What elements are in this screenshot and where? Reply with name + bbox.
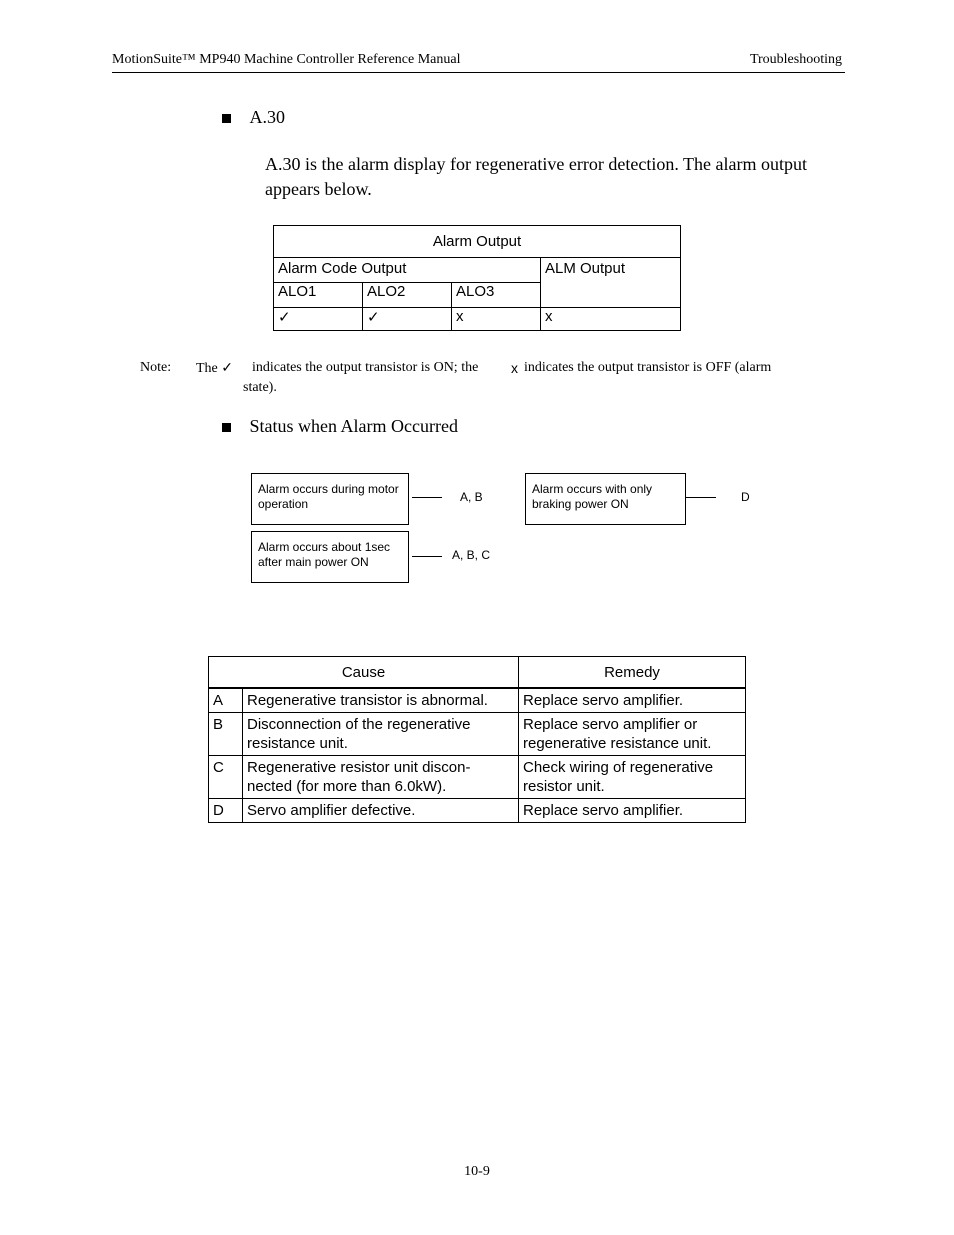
row-cause: Regenerative resistor unit discon-nected (for more than 6.0kW). <box>243 756 519 799</box>
row-id: B <box>209 713 243 756</box>
running-header-title: MotionSuite™ MP940 Machine Controller Reference Manual <box>112 52 461 67</box>
table-row <box>209 756 746 799</box>
remedy-header: Remedy <box>519 657 746 689</box>
note-label: Note: <box>140 360 172 375</box>
connector-line <box>412 497 442 498</box>
alo3-value: x <box>452 308 541 331</box>
square-bullet-icon <box>222 114 231 123</box>
alo2-header: ALO2 <box>363 283 452 308</box>
page-number: 10-9 <box>464 1164 490 1179</box>
row-remedy: Check wiring of regenerative resistor unit. <box>519 756 746 799</box>
section-heading-status <box>222 416 458 437</box>
cause-remedy-table <box>208 656 746 823</box>
note-x-symbol: x <box>511 360 518 376</box>
alm-value: x <box>541 308 681 331</box>
alo2-value: ✓ <box>363 308 452 331</box>
status-label-d: D <box>741 490 750 504</box>
note-text-off: indicates the output transistor is OFF (alarm <box>524 360 772 375</box>
alm-output-header: ALM Output <box>541 258 681 308</box>
connector-line <box>686 497 716 498</box>
alo1-header: ALO1 <box>274 283 363 308</box>
cause-header: Cause <box>209 657 519 689</box>
connector-line <box>412 556 442 557</box>
alarm-code-output-header: Alarm Code Output <box>274 258 541 283</box>
row-remedy: Replace servo amplifier or regenerative resistance unit. <box>519 713 746 756</box>
section-heading-a30 <box>222 107 285 128</box>
status-box-main-power: Alarm occurs about 1sec after main power ON <box>251 531 409 583</box>
row-remedy: Replace servo amplifier. <box>519 688 746 713</box>
row-id: D <box>209 799 243 823</box>
table-row <box>209 688 746 713</box>
status-label-ab: A, B <box>460 490 483 504</box>
row-cause: Servo amplifier defective. <box>243 799 519 823</box>
alarm-output-title: Alarm Output <box>274 226 681 258</box>
status-label-abc: A, B, C <box>452 548 491 562</box>
header-rule <box>112 72 845 73</box>
row-id: C <box>209 756 243 799</box>
section-heading-text: Status when Alarm Occurred <box>249 416 458 436</box>
alarm-output-table <box>273 225 681 331</box>
row-remedy: Replace servo amplifier. <box>519 799 746 823</box>
status-box-motor-operation: Alarm occurs during motor operation <box>251 473 409 525</box>
alo3-header: ALO3 <box>452 283 541 308</box>
row-cause: Regenerative transistor is abnormal. <box>243 688 519 713</box>
row-id: A <box>209 688 243 713</box>
running-header-section: Troubleshooting <box>749 52 842 67</box>
square-bullet-icon <box>222 423 231 432</box>
note-text-on: indicates the output transistor is ON; the <box>252 360 479 375</box>
note-text-check: The ✓ <box>196 361 233 376</box>
section-body-paragraph: A.30 is the alarm display for regenerative error detection. The alarm output appears below. <box>265 154 807 199</box>
status-box-braking-power: Alarm occurs with only braking power ON <box>525 473 686 525</box>
section-heading-text: A.30 <box>249 107 285 127</box>
alo1-value: ✓ <box>274 308 363 331</box>
note-text-state: state). <box>243 380 277 395</box>
row-cause: Disconnection of the regenerative resistance unit. <box>243 713 519 756</box>
table-row <box>209 799 746 823</box>
table-row <box>209 713 746 756</box>
